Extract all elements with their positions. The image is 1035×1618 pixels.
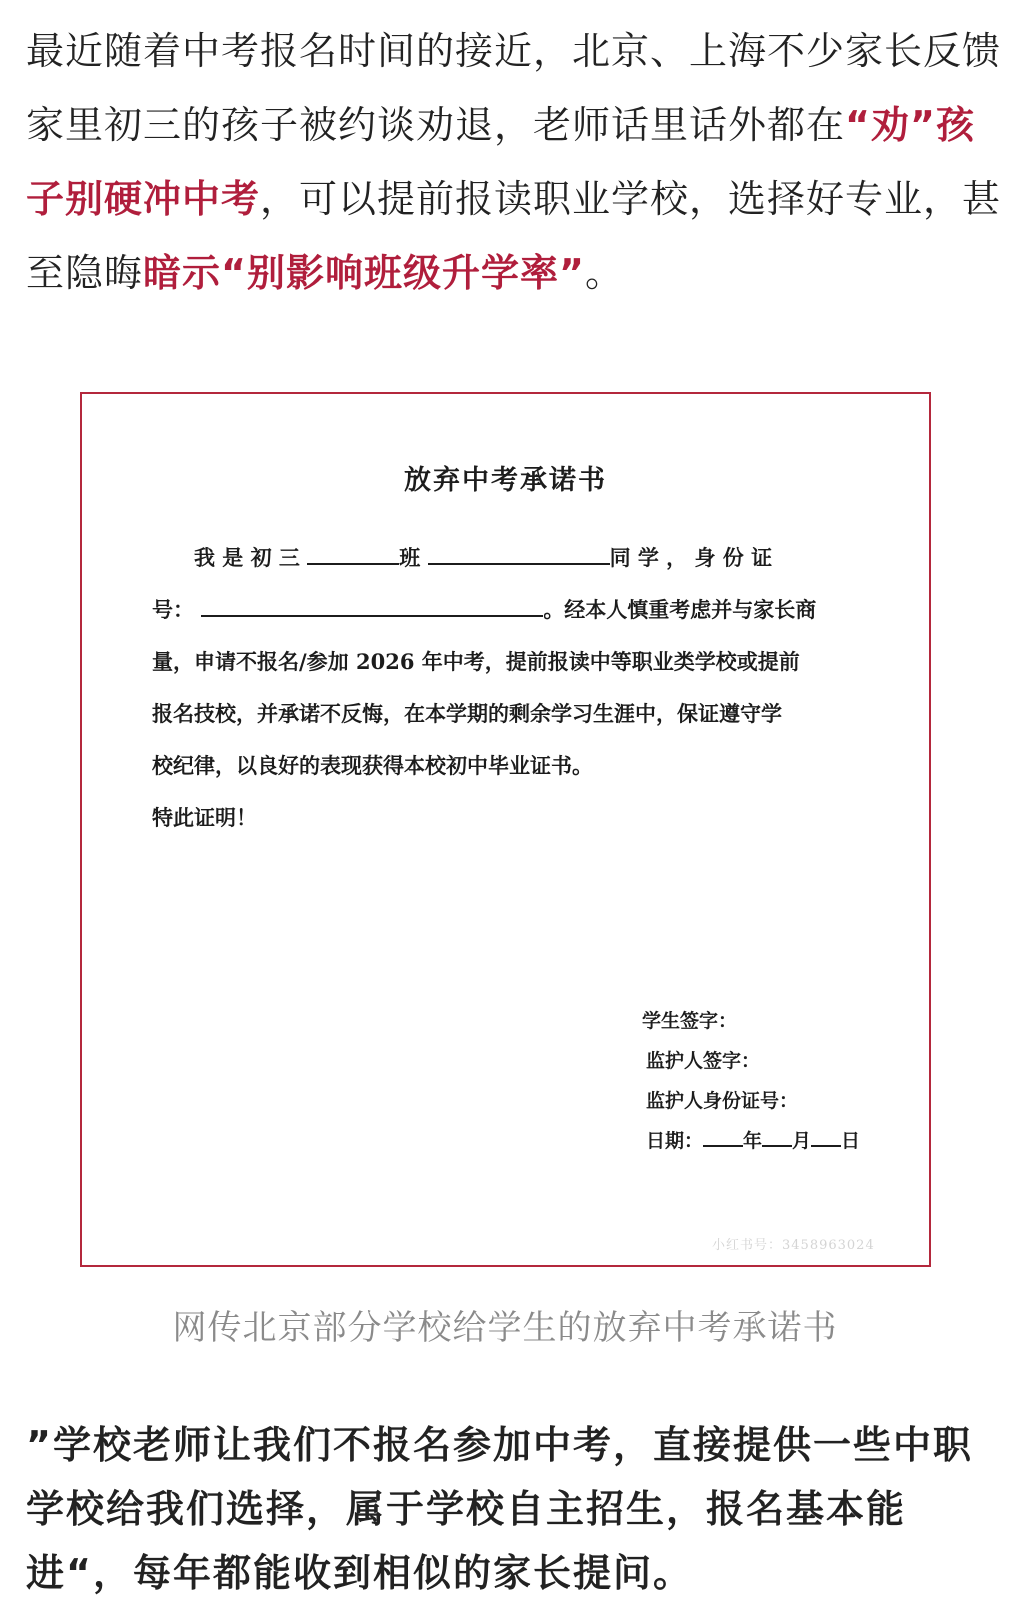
pledge-document-image (80, 392, 931, 1267)
document-line-1 (194, 542, 914, 572)
line2-text-b: 。经本人慎重考虑并与家长商 (543, 597, 817, 622)
date-line (646, 1126, 860, 1153)
date-label: 日期： (646, 1130, 704, 1152)
day-label: 日 (841, 1130, 861, 1152)
document-line-3: 量，申请不报名/参加 2026 年中考，提前报读中等职业类学校或提前 (152, 649, 800, 674)
document-line-5: 校纪律，以良好的表现获得本校初中毕业证书。 (152, 753, 593, 778)
month-label: 月 (792, 1130, 812, 1152)
intro-paragraph (26, 14, 1006, 310)
student-signature-label: 学生签字： (642, 1010, 738, 1032)
intro-text-2: ，可以提前报读职业学校，选择好专业，甚至隐晦 (26, 177, 1002, 295)
year-blank (703, 1129, 743, 1147)
guardian-id-label: 监护人身份证号： (646, 1090, 799, 1112)
document-line-2 (152, 594, 872, 624)
line1-text-c: 同 学 ， 身 份 证 (609, 545, 773, 570)
watermark: 小红书号：3458963024 (712, 1238, 875, 1253)
document-line-6: 特此证明！ (152, 805, 257, 830)
intro-highlight-2: 暗示“别影响班级升学率” (143, 251, 585, 295)
line2-text-a: 号： (152, 597, 194, 622)
id-number-blank (201, 597, 543, 617)
day-blank (811, 1129, 841, 1147)
intro-highlight-1: “劝”孩子别硬冲中考 (26, 103, 975, 221)
year-label: 年 (743, 1130, 763, 1152)
line1-text-a: 我 是 初 三 (194, 545, 300, 570)
line1-text-b: 班 (399, 545, 421, 570)
closing-paragraph: ”学校老师让我们不报名参加中考，直接提供一些中职学校给我们选择，属于学校自主招生，报名基本能进“，每年都能收到相似的家长提问。 (26, 1423, 973, 1595)
image-caption: 网传北京部分学校给学生的放弃中考承诺书 (172, 1308, 838, 1348)
document-line-4: 报名技校，并承诺不反悔，在本学期的剩余学习生涯中，保证遵守学 (152, 701, 782, 726)
month-blank (762, 1129, 792, 1147)
class-blank (307, 545, 399, 565)
intro-text-1: 最近随着中考报名时间的接近，北京、上海不少家长反馈家里初三的孩子被约谈劝退，老师话里话外都在 (26, 29, 1002, 147)
intro-text-3: 。 (584, 251, 624, 295)
document-title: 放弃中考承诺书 (404, 465, 607, 496)
name-blank (428, 545, 610, 565)
guardian-signature-label: 监护人签字： (646, 1050, 761, 1072)
